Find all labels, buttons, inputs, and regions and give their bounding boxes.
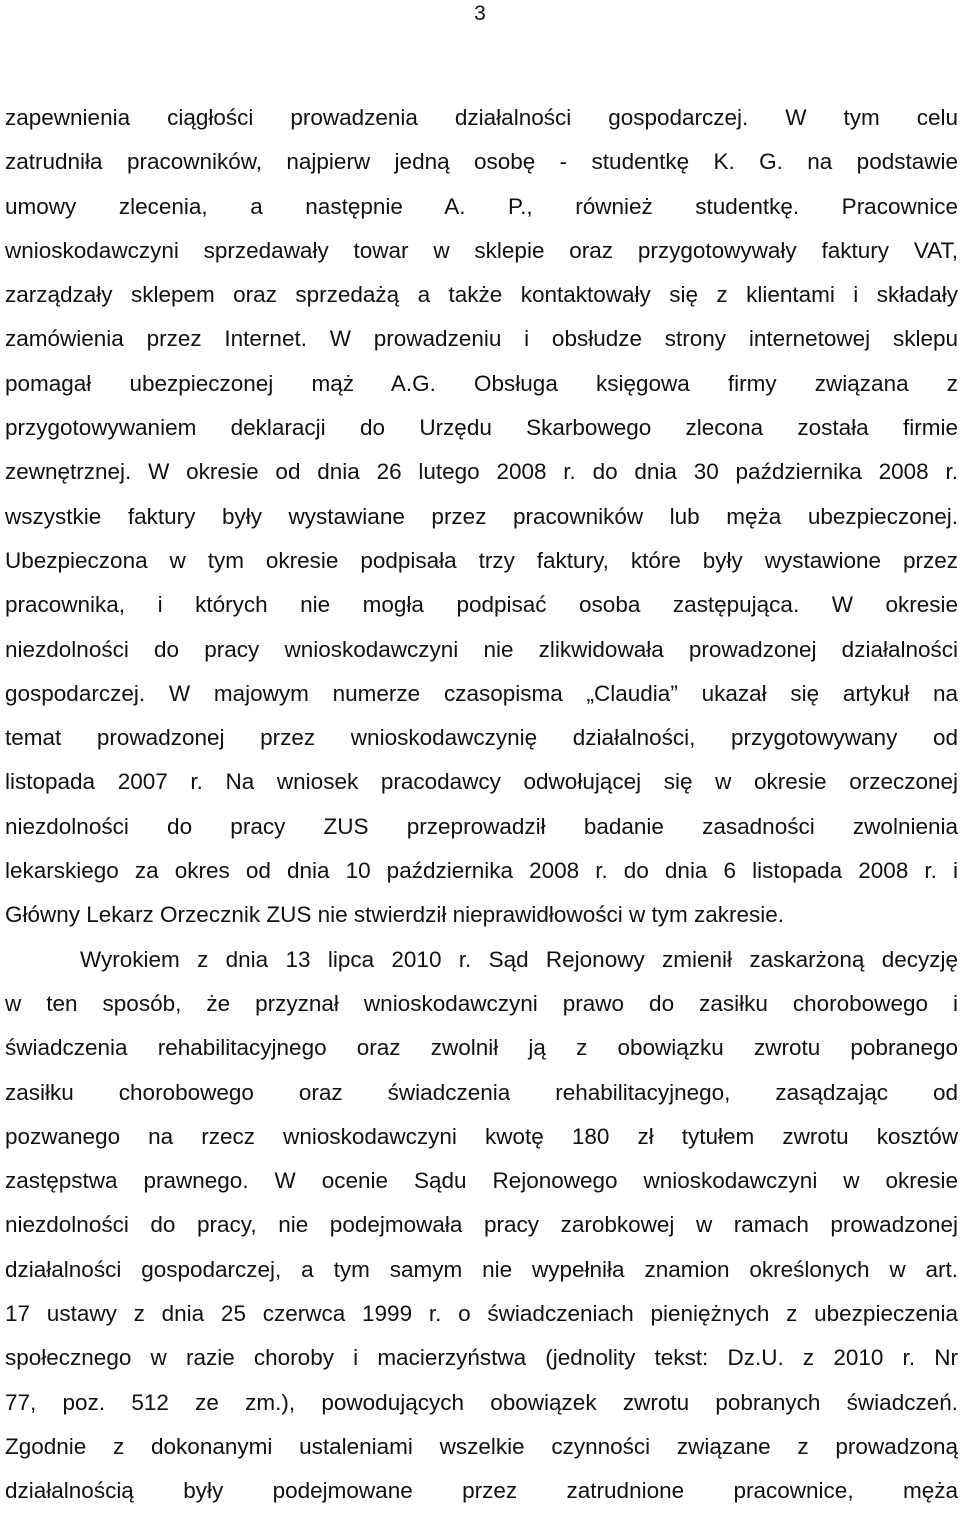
text-line: działalności gospodarczej, a tym samym nie wypełniła znamion określonych w art. bbox=[5, 1256, 958, 1282]
text-line: zatrudniła pracowników, najpierw jedną osobę - studentkę K. G. na podstawie bbox=[5, 149, 958, 175]
text-line: wnioskodawczyni sprzedawały towar w sklepie oraz przygotowywały faktury VAT, bbox=[5, 237, 958, 263]
text-line: Główny Lekarz Orzecznik ZUS nie stwierdził nieprawidłowości w tym zakresie. bbox=[5, 902, 784, 928]
text-line: w ten sposób, że przyznał wnioskodawczyni prawo do zasiłku chorobowego i bbox=[5, 990, 958, 1016]
text-line: pozwanego na rzecz wnioskodawczyni kwotę 180 zł tytułem zwrotu kosztów bbox=[5, 1123, 958, 1149]
text-line: niezdolności do pracy wnioskodawczyni nie zlikwidowała prowadzonej działalności bbox=[5, 636, 958, 662]
text-line: 17 ustawy z dnia 25 czerwca 1999 r. o świadczeniach pieniężnych z ubezpieczenia bbox=[5, 1301, 958, 1327]
text-line: pracownika, i których nie mogła podpisać osoba zastępująca. W okresie bbox=[5, 592, 958, 618]
text-line: gospodarczej. W majowym numerze czasopisma „Claudia” ukazał się artykuł na bbox=[5, 680, 958, 706]
text-line: umowy zlecenia, a następnie A. P., również studentkę. Pracownice bbox=[5, 193, 958, 219]
text-line: Ubezpieczona w tym okresie podpisała trzy faktury, które były wystawione przez bbox=[5, 547, 958, 573]
text-line: listopada 2007 r. Na wniosek pracodawcy odwołującej się w okresie orzeczonej bbox=[5, 769, 958, 795]
text-line: zasiłku chorobowego oraz świadczenia rehabilitacyjnego, zasądzając od bbox=[5, 1079, 958, 1105]
page-number: 3 bbox=[474, 2, 486, 25]
text-line: świadczenia rehabilitacyjnego oraz zwolnił ją z obowiązku zwrotu pobranego bbox=[5, 1035, 958, 1061]
text-line: pomagał ubezpieczonej mąż A.G. Obsługa księgowa firmy związana z bbox=[5, 370, 958, 396]
text-line: zapewnienia ciągłości prowadzenia działalności gospodarczej. W tym celu bbox=[5, 105, 958, 130]
document-body bbox=[5, 96, 958, 1514]
text-line: niezdolności do pracy, nie podejmowała pracy zarobkowej w ramach prowadzonej bbox=[5, 1212, 958, 1238]
text-line: lekarskiego za okres od dnia 10 października 2008 r. do dnia 6 listopada 2008 r. i bbox=[5, 858, 958, 884]
text-line: Zgodnie z dokonanymi ustaleniami wszelkie czynności związane z prowadzoną bbox=[5, 1433, 958, 1459]
text-line: zewnętrznej. W okresie od dnia 26 lutego 2008 r. do dnia 30 października 2008 r. bbox=[5, 459, 958, 485]
text-line: zamówienia przez Internet. W prowadzeniu i obsłudze strony internetowej sklepu bbox=[5, 326, 958, 352]
text-line: przygotowywaniem deklaracji do Urzędu Skarbowego zlecona została firmie bbox=[5, 415, 958, 441]
text-line: niezdolności do pracy ZUS przeprowadził badanie zasadności zwolnienia bbox=[5, 813, 958, 839]
text-line: działalnością były podejmowane przez zatrudnione pracownice, męża bbox=[5, 1478, 958, 1504]
text-line: społecznego w razie choroby i macierzyństwa (jednolity tekst: Dz.U. z 2010 r. Nr bbox=[5, 1345, 958, 1371]
text-line: Wyrokiem z dnia 13 lipca 2010 r. Sąd Rejonowy zmienił zaskarżoną decyzję bbox=[80, 946, 958, 972]
text-line: wszystkie faktury były wystawiane przez pracowników lub męża ubezpieczonej. bbox=[5, 503, 958, 529]
text-line: temat prowadzonej przez wnioskodawczynię działalności, przygotowywany od bbox=[5, 725, 958, 751]
text-line: zarządzały sklepem oraz sprzedażą a także kontaktowały się z klientami i składały bbox=[5, 282, 958, 308]
text-line: zastępstwa prawnego. W ocenie Sądu Rejonowego wnioskodawczyni w okresie bbox=[5, 1168, 958, 1194]
text-line: 77, poz. 512 ze zm.), powodujących obowiązek zwrotu pobranych świadczeń. bbox=[5, 1389, 958, 1415]
